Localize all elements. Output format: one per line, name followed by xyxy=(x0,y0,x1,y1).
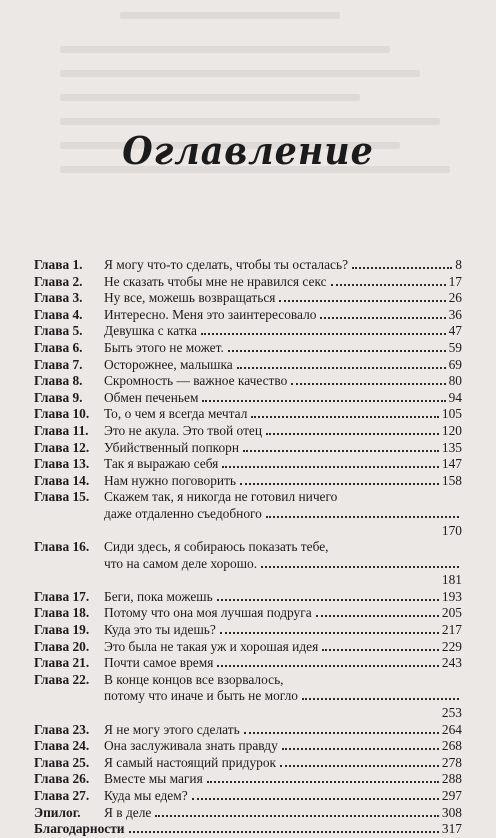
toc-entry[interactable] xyxy=(34,340,462,357)
page-number: 8 xyxy=(455,257,462,272)
chapter-title-block xyxy=(104,539,462,589)
toc-entry[interactable] xyxy=(34,406,462,423)
dot-leader xyxy=(222,465,439,468)
chapter-title-block xyxy=(104,290,462,307)
chapter-label: Глава 23. xyxy=(34,721,90,737)
page-number: 264 xyxy=(441,721,462,737)
dot-leader xyxy=(280,764,439,767)
leader-line xyxy=(104,440,462,457)
chapter-title-block xyxy=(104,589,462,606)
chapter-title-block xyxy=(104,605,462,622)
leader-line xyxy=(104,423,462,440)
page-number: 135 xyxy=(441,439,462,455)
chapter-title-line: Так я выражаю себя xyxy=(104,456,219,472)
page-number: 317 xyxy=(441,821,462,837)
leader-line xyxy=(104,506,462,523)
chapter-label: Глава 14. xyxy=(34,472,90,488)
chapter-title-line: Куда мы едем? xyxy=(104,788,188,803)
spacer xyxy=(108,714,439,717)
page-number: 268 xyxy=(441,738,462,754)
chapter-title-block xyxy=(104,722,462,739)
dot-leader xyxy=(243,449,439,452)
dot-leader xyxy=(279,299,445,302)
leader-line xyxy=(125,821,462,838)
leader-line xyxy=(104,473,462,490)
chapter-label: Глава 1. xyxy=(34,257,83,272)
page-number: 26 xyxy=(448,290,462,306)
chapter-label: Глава 10. xyxy=(34,406,90,422)
leader-line xyxy=(104,805,462,822)
chapter-label: Глава 24. xyxy=(34,738,90,754)
chapter-title-block xyxy=(104,406,462,423)
chapter-title-block xyxy=(104,423,462,440)
leader-line xyxy=(104,340,462,357)
page-number: 69 xyxy=(448,356,462,372)
dot-leader xyxy=(202,399,445,402)
leader-line xyxy=(104,788,462,805)
dot-leader xyxy=(320,316,445,319)
dot-leader xyxy=(217,598,439,601)
leader-line xyxy=(104,257,462,274)
chapter-title-block xyxy=(104,440,462,457)
page-number: 288 xyxy=(441,771,462,787)
toc-entry[interactable] xyxy=(34,290,462,307)
toc-entry[interactable] xyxy=(34,622,462,639)
chapter-title-block xyxy=(104,373,462,390)
dot-leader xyxy=(331,283,446,286)
toc-entry[interactable] xyxy=(34,373,462,390)
toc-entry[interactable] xyxy=(34,589,462,606)
toc-entry[interactable] xyxy=(34,639,462,656)
dot-leader xyxy=(291,382,445,385)
bleed-through-text xyxy=(0,0,496,220)
page-number: 278 xyxy=(441,754,462,770)
toc-entry[interactable] xyxy=(34,274,462,291)
leader-line xyxy=(104,274,462,291)
dot-leader xyxy=(302,697,459,700)
leader-line xyxy=(104,290,462,307)
leader-line xyxy=(104,323,462,340)
toc-entry[interactable] xyxy=(34,307,462,324)
chapter-label: Глава 18. xyxy=(34,605,90,621)
chapter-title-line: Вместе мы магия xyxy=(104,771,203,787)
page-number: 193 xyxy=(441,588,462,604)
toc-entry[interactable] xyxy=(34,771,462,788)
chapter-title-block xyxy=(104,473,462,490)
chapter-title-line: Интересно. Меня это заинтересовало xyxy=(104,306,317,322)
dot-leader xyxy=(240,482,439,485)
chapter-label: Глава 5. xyxy=(34,323,83,339)
page-title: Оглавление xyxy=(122,128,374,173)
toc-entry[interactable] xyxy=(34,722,462,739)
chapter-title-line: Не сказать чтобы мне не нравился секс xyxy=(104,273,327,289)
page-number: 120 xyxy=(441,422,462,438)
chapter-title-line: В конце концов все взорвалось, xyxy=(104,671,284,687)
chapter-label: Глава 9. xyxy=(34,389,83,405)
page-number: 229 xyxy=(441,638,462,654)
chapter-title-block xyxy=(104,771,462,788)
toc-entry[interactable] xyxy=(34,357,462,374)
toc-entry[interactable] xyxy=(34,738,462,755)
leader-line xyxy=(104,390,462,407)
chapter-title-line: Она заслуживала знать правду xyxy=(104,738,278,754)
chapter-title-block xyxy=(104,755,462,772)
chapter-label: Благодарности xyxy=(34,821,125,837)
dot-leader xyxy=(266,432,439,435)
chapter-title-block xyxy=(104,639,462,656)
leader-line xyxy=(104,373,462,390)
chapter-title-line: То, о чем я всегда мечтал xyxy=(104,406,248,422)
page-number: 94 xyxy=(448,389,462,405)
chapter-title-line: даже отдаленно съедобного xyxy=(104,505,262,521)
chapter-label: Глава 16. xyxy=(34,539,90,555)
dot-leader xyxy=(266,515,459,518)
page-number: 217 xyxy=(441,622,462,638)
chapter-title-block xyxy=(104,274,462,291)
chapter-label: Глава 25. xyxy=(34,754,90,770)
page-number: 36 xyxy=(448,306,462,322)
chapter-title-block xyxy=(125,821,462,838)
chapter-label: Эпилог. xyxy=(34,804,81,820)
toc-entry[interactable] xyxy=(34,539,462,589)
table-of-contents xyxy=(34,257,462,838)
dot-leader xyxy=(261,565,459,568)
dot-leader xyxy=(155,814,439,817)
chapter-title-line: Это была не такая уж и хорошая идея xyxy=(104,638,319,654)
leader-line xyxy=(104,456,462,473)
toc-entry[interactable] xyxy=(34,489,462,539)
chapter-label: Глава 20. xyxy=(34,638,90,654)
spacer xyxy=(108,581,439,584)
chapter-title-line: Убийственный попкорн xyxy=(104,439,240,455)
chapter-title-line: что на самом деле хорошо. xyxy=(104,555,258,571)
dot-leader xyxy=(220,631,439,634)
chapter-title-line: Нам нужно поговорить xyxy=(104,472,237,488)
chapter-title-line: Скромность — важное качество xyxy=(104,373,288,389)
chapter-label: Глава 13. xyxy=(34,456,90,472)
chapter-title-line: Я самый настоящий придурок xyxy=(104,754,277,770)
leader-line xyxy=(104,738,462,755)
page-number: 105 xyxy=(441,406,462,422)
chapter-title-line: Осторожнее, малышка xyxy=(104,356,233,372)
chapter-title-line: Девушка с катка xyxy=(104,323,197,339)
toc-entry[interactable] xyxy=(34,655,462,672)
chapter-label: Глава 22. xyxy=(34,671,90,687)
chapter-title-line: Я не могу этого сделать xyxy=(104,721,240,737)
chapter-label: Глава 27. xyxy=(34,788,90,803)
chapter-title-block xyxy=(104,489,462,539)
toc-entry[interactable] xyxy=(34,456,462,473)
chapter-label: Глава 6. xyxy=(34,339,83,355)
leader-line xyxy=(104,622,462,639)
chapter-title-block xyxy=(104,357,462,374)
chapter-label: Глава 12. xyxy=(34,439,90,455)
dot-leader xyxy=(352,266,452,269)
chapter-title-block xyxy=(104,788,462,805)
toc-entry[interactable] xyxy=(34,390,462,407)
dot-leader xyxy=(207,780,439,783)
chapter-title-block xyxy=(104,672,462,722)
page-number: 308 xyxy=(441,804,462,820)
dot-leader xyxy=(251,415,438,418)
chapter-label: Глава 19. xyxy=(34,622,90,638)
dot-leader xyxy=(217,664,439,667)
chapter-label: Глава 2. xyxy=(34,273,83,289)
dot-leader xyxy=(282,747,439,750)
leader-line xyxy=(104,406,462,423)
leader-line xyxy=(104,771,462,788)
toc-entry[interactable] xyxy=(34,805,462,822)
dot-leader xyxy=(316,614,439,617)
page-number: 59 xyxy=(448,339,462,355)
chapter-title-block xyxy=(104,622,462,639)
chapter-title-block xyxy=(104,340,462,357)
page-number: 205 xyxy=(441,605,462,621)
toc-entry[interactable] xyxy=(34,440,462,457)
toc-entry[interactable] xyxy=(34,672,462,722)
page-number: 243 xyxy=(441,655,462,671)
leader-line xyxy=(104,307,462,324)
toc-entry[interactable] xyxy=(34,473,462,490)
chapter-title-block xyxy=(104,738,462,755)
chapter-title-line: Почти самое время xyxy=(104,655,214,671)
chapter-label: Глава 4. xyxy=(34,306,83,322)
chapter-title-line: Я в деле xyxy=(104,804,152,820)
toc-entry[interactable] xyxy=(34,423,462,440)
chapter-title-line: Я могу что-то сделать, чтобы ты осталась? xyxy=(104,257,349,272)
chapter-title-line: Это не акула. Это твой отец xyxy=(104,422,263,438)
page-number: 181 xyxy=(441,572,462,588)
page-number: 80 xyxy=(448,373,462,389)
chapter-label: Глава 11. xyxy=(34,422,89,438)
chapter-title-block xyxy=(104,307,462,324)
leader-line xyxy=(104,722,462,739)
page-number: 297 xyxy=(441,788,462,803)
dot-leader xyxy=(129,830,439,833)
toc-entry[interactable] xyxy=(34,755,462,772)
page-line xyxy=(104,705,462,722)
chapter-label: Глава 26. xyxy=(34,771,90,787)
toc-entry[interactable] xyxy=(34,605,462,622)
page-number: 158 xyxy=(441,472,462,488)
leader-line xyxy=(104,605,462,622)
chapter-title-block xyxy=(104,456,462,473)
chapter-title-line: Обмен печеньем xyxy=(104,389,199,405)
spacer xyxy=(108,532,439,535)
chapter-title-line: Беги, пока можешь xyxy=(104,588,213,604)
page-line xyxy=(104,572,462,589)
chapter-title-block xyxy=(104,257,462,274)
chapter-label: Глава 8. xyxy=(34,373,83,389)
page-number: 47 xyxy=(448,323,462,339)
toc-entry[interactable] xyxy=(34,257,462,274)
dot-leader xyxy=(201,332,446,335)
chapter-title-line: потому что иначе и быть не могло xyxy=(104,688,298,704)
leader-line xyxy=(104,655,462,672)
dot-leader xyxy=(322,648,439,651)
chapter-title-block xyxy=(104,655,462,672)
chapter-label: Глава 3. xyxy=(34,290,83,306)
page-line xyxy=(104,523,462,540)
chapter-title-line: Скажем так, я никогда не готовил ничего xyxy=(104,489,338,505)
toc-entry[interactable] xyxy=(34,788,462,805)
chapter-title-block xyxy=(104,323,462,340)
dot-leader xyxy=(244,731,439,734)
chapter-label: Глава 15. xyxy=(34,489,90,505)
leader-line xyxy=(104,357,462,374)
chapter-title-line: Сиди здесь, я собираюсь показать тебе, xyxy=(104,539,329,555)
page-number: 253 xyxy=(441,705,462,721)
chapter-title-line: Ну все, можешь возвращаться xyxy=(104,290,276,306)
dot-leader xyxy=(237,366,446,369)
page-number: 170 xyxy=(441,522,462,538)
chapter-title-block xyxy=(104,805,462,822)
chapter-label: Глава 7. xyxy=(34,356,83,372)
chapter-title-block xyxy=(104,390,462,407)
chapter-label: Глава 21. xyxy=(34,655,90,671)
chapter-title-line: Куда это ты идешь? xyxy=(104,622,216,638)
toc-entry[interactable] xyxy=(34,821,462,838)
leader-line xyxy=(104,755,462,772)
page-number: 147 xyxy=(441,456,462,472)
leader-line xyxy=(104,589,462,606)
page-number: 17 xyxy=(448,273,462,289)
leader-line xyxy=(104,688,462,705)
leader-line xyxy=(104,556,462,573)
dot-leader xyxy=(228,349,446,352)
chapter-title-line: Быть этого не может. xyxy=(104,339,224,355)
chapter-title-line: Потому что она моя лучшая подруга xyxy=(104,605,312,621)
leader-line xyxy=(104,639,462,656)
toc-entry[interactable] xyxy=(34,323,462,340)
chapter-label: Глава 17. xyxy=(34,588,90,604)
